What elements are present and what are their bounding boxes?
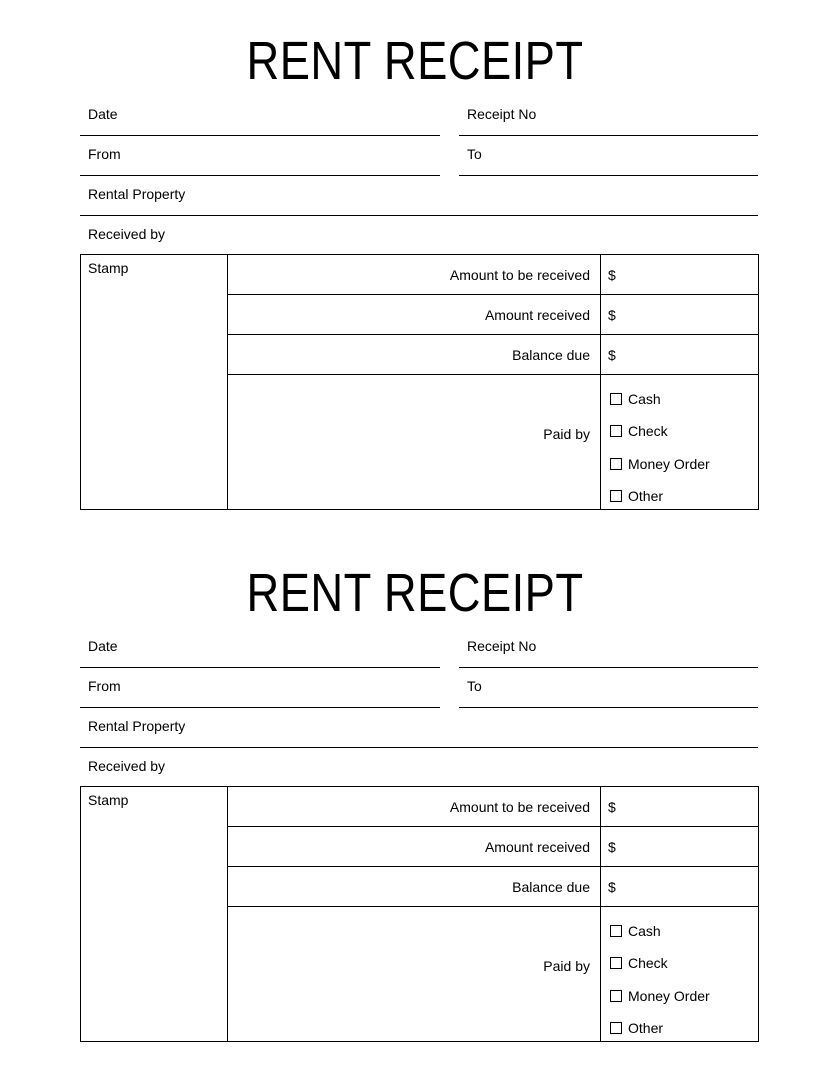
option-label: Cash xyxy=(628,391,661,407)
balance-due-value[interactable] xyxy=(600,335,758,374)
option-other[interactable] xyxy=(610,1020,663,1036)
option-label: Other xyxy=(628,1020,664,1036)
from-field[interactable] xyxy=(80,136,440,176)
option-label: Money Order xyxy=(628,988,710,1004)
receipt-title: RENT RECEIPT xyxy=(246,31,584,91)
balance-due-row xyxy=(228,335,758,375)
option-check[interactable] xyxy=(610,955,668,971)
checkbox-icon[interactable] xyxy=(610,490,622,502)
from-label: From xyxy=(88,678,121,694)
currency-symbol: $ xyxy=(608,347,616,363)
amount-to-be-received-value[interactable] xyxy=(600,255,758,294)
rental-property-label: Rental Property xyxy=(88,186,186,202)
option-money-order[interactable] xyxy=(610,456,710,472)
balance-due-value[interactable] xyxy=(600,867,758,906)
currency-symbol: $ xyxy=(608,879,616,895)
rental-property-field[interactable] xyxy=(80,176,758,216)
currency-symbol: $ xyxy=(608,267,616,283)
stamp-label: Stamp xyxy=(88,260,129,276)
option-check[interactable] xyxy=(610,423,668,439)
balance-due-row xyxy=(228,867,758,907)
received-by-field[interactable] xyxy=(80,216,758,255)
amount-to-be-received-label: Amount to be received xyxy=(449,267,590,283)
to-label: To xyxy=(467,678,482,694)
checkbox-icon[interactable] xyxy=(610,425,622,437)
receipt-no-field[interactable] xyxy=(459,96,758,136)
amount-received-value[interactable] xyxy=(600,295,758,334)
amount-received-row xyxy=(228,295,758,335)
rental-property-label: Rental Property xyxy=(88,718,186,734)
option-cash[interactable] xyxy=(610,391,661,407)
received-by-label: Received by xyxy=(88,226,166,242)
paid-by-options xyxy=(600,907,758,1041)
currency-symbol: $ xyxy=(608,307,616,323)
paid-by-options xyxy=(600,375,758,509)
amount-received-label: Amount received xyxy=(484,307,590,323)
date-label: Date xyxy=(88,106,118,122)
to-field[interactable] xyxy=(459,136,758,176)
rent-receipt-2 xyxy=(0,532,830,1063)
checkbox-icon[interactable] xyxy=(610,458,622,470)
option-label: Cash xyxy=(628,923,661,939)
option-money-order[interactable] xyxy=(610,988,710,1004)
checkbox-icon[interactable] xyxy=(610,1022,622,1034)
receipt-no-field[interactable] xyxy=(459,628,758,668)
receipt-title: RENT RECEIPT xyxy=(246,563,584,623)
payment-table xyxy=(80,786,759,1042)
option-label: Check xyxy=(628,423,668,439)
received-by-field[interactable] xyxy=(80,748,758,787)
received-by-label: Received by xyxy=(88,758,166,774)
date-field[interactable] xyxy=(80,628,440,668)
date-label: Date xyxy=(88,638,118,654)
option-label: Check xyxy=(628,955,668,971)
paid-by-row xyxy=(228,907,758,1041)
stamp-cell[interactable] xyxy=(81,787,228,1041)
rental-property-field[interactable] xyxy=(80,708,758,748)
amount-received-label: Amount received xyxy=(484,839,590,855)
amount-to-be-received-row xyxy=(228,255,758,295)
option-label: Other xyxy=(628,488,664,504)
amount-received-value[interactable] xyxy=(600,827,758,866)
checkbox-icon[interactable] xyxy=(610,990,622,1002)
to-field[interactable] xyxy=(459,668,758,708)
checkbox-icon[interactable] xyxy=(610,957,622,969)
stamp-label: Stamp xyxy=(88,792,129,808)
currency-symbol: $ xyxy=(608,799,616,815)
rent-receipt-1 xyxy=(0,0,830,531)
paid-by-label: Paid by xyxy=(543,958,590,974)
paid-by-row xyxy=(228,375,758,509)
from-label: From xyxy=(88,146,121,162)
amount-to-be-received-row xyxy=(228,787,758,827)
checkbox-icon[interactable] xyxy=(610,925,622,937)
amount-to-be-received-value[interactable] xyxy=(600,787,758,826)
date-field[interactable] xyxy=(80,96,440,136)
receipt-no-label: Receipt No xyxy=(467,638,537,654)
option-cash[interactable] xyxy=(610,923,661,939)
paid-by-label: Paid by xyxy=(543,426,590,442)
balance-due-label: Balance due xyxy=(512,347,590,363)
from-field[interactable] xyxy=(80,668,440,708)
payment-table xyxy=(80,254,759,510)
option-label: Money Order xyxy=(628,456,710,472)
amount-received-row xyxy=(228,827,758,867)
currency-symbol: $ xyxy=(608,839,616,855)
option-other[interactable] xyxy=(610,488,663,504)
balance-due-label: Balance due xyxy=(512,879,590,895)
receipt-no-label: Receipt No xyxy=(467,106,537,122)
amount-to-be-received-label: Amount to be received xyxy=(449,799,590,815)
checkbox-icon[interactable] xyxy=(610,393,622,405)
to-label: To xyxy=(467,146,482,162)
stamp-cell[interactable] xyxy=(81,255,228,509)
